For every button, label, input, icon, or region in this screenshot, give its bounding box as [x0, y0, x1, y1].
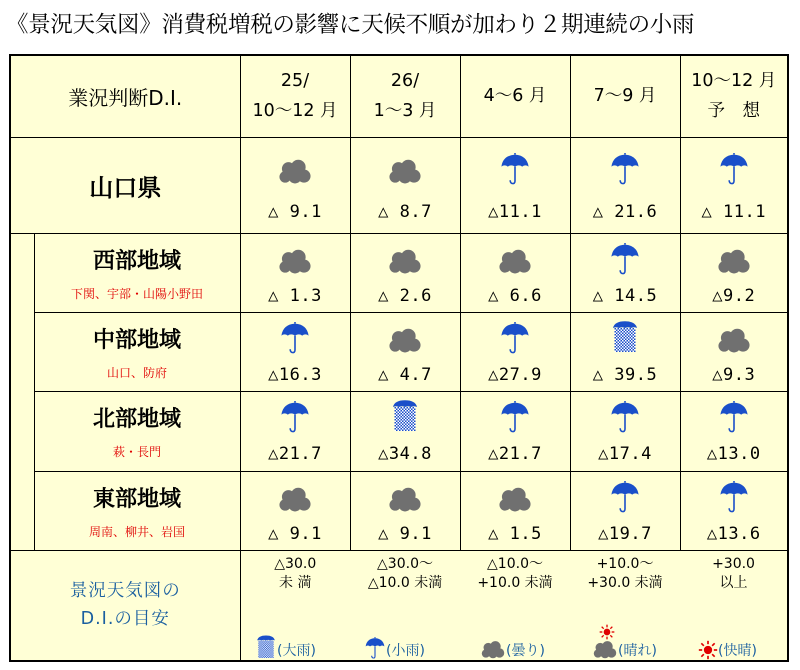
legend-sunny-label: (快晴)	[718, 643, 757, 659]
weather-cell	[350, 471, 460, 550]
di-value: △9.3	[712, 364, 756, 385]
legend-label-line2: D.I.の目安	[80, 609, 170, 630]
period-line2: 4～6 月	[483, 86, 547, 107]
cloud-icon	[387, 158, 423, 186]
weather-icon-box	[351, 240, 460, 276]
di-value: △27.9	[488, 364, 542, 385]
weather-icon-box	[461, 478, 570, 514]
legend-cloudy-label: (曇り)	[506, 643, 545, 659]
weather-cell	[240, 471, 350, 550]
umbrella-icon	[718, 400, 750, 434]
umbrella-icon	[718, 152, 750, 186]
region-cities: 下関、宇部・山陽小野田	[71, 287, 204, 302]
period-header	[570, 55, 680, 137]
legend-range-line2: 未 満	[279, 574, 312, 591]
weather-cell	[570, 137, 680, 233]
period-line2: 1～3 月	[373, 101, 437, 122]
region-row	[10, 234, 788, 312]
di-value: △21.7	[488, 444, 542, 465]
region-cities: 萩・長門	[113, 445, 162, 460]
period-header	[240, 55, 350, 137]
di-value: △21.7	[268, 444, 322, 465]
weather-icon-box	[241, 240, 350, 276]
weather-icon-box	[571, 398, 680, 434]
legend-icons	[240, 620, 785, 660]
weather-icon-box	[241, 150, 350, 186]
legend-light-rain-label: (小雨)	[386, 643, 425, 659]
indent-spacer	[10, 234, 34, 551]
di-value: △ 2.6	[378, 286, 432, 307]
weather-icon-box	[681, 478, 788, 514]
header-label-cell	[10, 55, 240, 137]
legend-label-cell	[10, 550, 240, 661]
weather-icon-box	[351, 478, 460, 514]
di-value: △ 8.7	[378, 201, 432, 222]
weather-icon-box	[461, 240, 570, 276]
weather-icon-box	[351, 150, 460, 186]
weather-icon-box	[351, 319, 460, 355]
weather-icon-box	[241, 478, 350, 514]
weather-cell	[350, 392, 460, 471]
weather-cell	[680, 312, 788, 391]
period-header	[680, 55, 788, 137]
weather-cell	[460, 312, 570, 391]
di-value: △13.6	[706, 523, 761, 544]
di-value: △ 9.1	[268, 523, 322, 544]
di-value: △ 9.1	[268, 201, 322, 222]
weather-cell	[680, 234, 788, 312]
cloud-icon	[716, 327, 752, 355]
region-name-cell	[34, 312, 240, 391]
weather-cell	[570, 312, 680, 391]
umbrella-icon	[499, 152, 531, 186]
page-title: 《景況天気図》消費税増税の影響に天候不順が加わり２期連続の小雨	[6, 12, 695, 38]
weather-cell	[680, 137, 788, 233]
weather-icon-box	[241, 398, 350, 434]
cloud-icon	[277, 158, 313, 186]
sun-cloud-icon	[592, 624, 618, 660]
di-value: △9.2	[712, 286, 756, 307]
weather-icon-box	[461, 319, 570, 355]
umbrella-icon	[718, 480, 750, 514]
region-name-cell	[34, 234, 240, 312]
weather-cell	[460, 234, 570, 312]
period-line2: 10～12 月	[252, 101, 338, 122]
legend-range-line2: △10.0 未満	[367, 574, 443, 591]
region-name: 中部地域	[93, 327, 182, 353]
legend-range-line1: △30.0～	[377, 555, 433, 572]
region-cities: 周南、柳井、岩国	[89, 524, 186, 539]
umbrella-icon	[499, 400, 531, 434]
weather-cell	[240, 234, 350, 312]
region-row	[10, 392, 788, 471]
weather-icon-box	[681, 150, 788, 186]
region-name-cell	[10, 137, 240, 233]
period-header	[350, 55, 460, 137]
umbrella-icon	[609, 480, 641, 514]
di-value: △17.4	[598, 444, 652, 465]
cloud-icon	[480, 640, 506, 660]
heavy-rain-icon	[610, 319, 640, 355]
di-value: △ 1.5	[488, 523, 542, 544]
umbrella-icon	[609, 242, 641, 276]
legend-range-line2: +30.0 未満	[587, 574, 663, 591]
region-name-cell	[34, 392, 240, 471]
legend-range-line1: +10.0～	[596, 555, 654, 572]
region-name: 東部地域	[93, 486, 182, 512]
cloud-icon	[387, 486, 423, 514]
region-name: 西部地域	[93, 249, 182, 275]
period-line1: 26/	[390, 71, 420, 92]
weather-cell	[460, 471, 570, 550]
di-label: 業況判断D.I.	[68, 85, 183, 110]
sun-icon	[698, 640, 718, 660]
umbrella-icon	[609, 400, 641, 434]
region-row	[10, 137, 788, 233]
period-line1: 25/	[280, 71, 310, 92]
cloud-icon	[387, 327, 423, 355]
weather-cell	[570, 471, 680, 550]
legend-heavy-rain-label: (大雨)	[277, 643, 316, 659]
weather-cell	[570, 234, 680, 312]
weather-icon-box	[241, 319, 350, 355]
weather-icon-box	[571, 150, 680, 186]
heavy-rain-icon	[255, 634, 277, 660]
weather-cell	[460, 392, 570, 471]
weather-cell	[240, 137, 350, 233]
period-header	[460, 55, 570, 137]
header-row	[10, 55, 788, 137]
cloud-icon	[277, 486, 313, 514]
legend-cloudy	[480, 620, 545, 660]
di-value: △ 14.5	[592, 286, 658, 307]
legend-range-line1: +30.0	[712, 555, 755, 572]
di-value: △19.7	[598, 523, 652, 544]
weather-cell	[570, 392, 680, 471]
cloud-icon	[387, 248, 423, 276]
region-name: 北部地域	[93, 407, 182, 433]
weather-icon-box	[461, 398, 570, 434]
weather-icon-box	[681, 319, 788, 355]
legend-sunny-cloudy	[592, 620, 657, 660]
cloud-icon	[497, 248, 533, 276]
di-value: △ 21.6	[592, 201, 658, 222]
di-value: △11.1	[488, 201, 542, 222]
legend-sunny	[698, 620, 757, 660]
weather-cell	[240, 392, 350, 471]
legend-range-line2: +10.0 未満	[477, 574, 553, 591]
di-value: △ 6.6	[488, 286, 542, 307]
weather-cell	[350, 234, 460, 312]
di-value: △16.3	[268, 364, 322, 385]
region-row	[10, 312, 788, 391]
heavy-rain-icon	[390, 398, 420, 434]
weather-icon-box	[681, 398, 788, 434]
weather-icon-box	[351, 398, 460, 434]
weather-icon-box	[571, 478, 680, 514]
legend-range-line1: △10.0～	[487, 555, 543, 572]
period-line2: 7～9 月	[593, 86, 657, 107]
umbrella-icon	[499, 321, 531, 355]
legend-range-line2: 以上	[719, 574, 748, 591]
weather-icon-box	[571, 319, 680, 355]
legend-light-rain	[364, 620, 425, 660]
legend-sunny-cloudy-label: (晴れ)	[618, 643, 657, 659]
legend-heavy-rain	[255, 620, 316, 660]
region-cities: 山口、防府	[107, 365, 168, 380]
di-value: △ 11.1	[701, 201, 766, 222]
di-value: △34.8	[378, 444, 432, 465]
region-row	[10, 471, 788, 550]
umbrella-icon	[364, 636, 386, 660]
weather-icon-box	[681, 240, 788, 276]
region-name-cell	[34, 471, 240, 550]
weather-cell	[350, 137, 460, 233]
di-value: △ 4.7	[378, 364, 432, 385]
umbrella-icon	[279, 400, 311, 434]
di-value: △ 39.5	[592, 364, 658, 385]
weather-cell	[680, 471, 788, 550]
weather-icon-box	[571, 240, 680, 276]
legend-label-line1: 景況天気図の	[69, 581, 181, 602]
cloud-icon	[716, 248, 752, 276]
di-value: △ 9.1	[378, 523, 432, 544]
di-value: △13.0	[706, 444, 761, 465]
weather-icon-box	[461, 150, 570, 186]
weather-map-table	[9, 54, 789, 662]
period-line2: 予 想	[707, 101, 761, 122]
weather-cell	[460, 137, 570, 233]
weather-cell	[680, 392, 788, 471]
weather-cell	[350, 312, 460, 391]
period-line1: 10～12 月	[691, 71, 777, 92]
di-value: △ 1.3	[268, 286, 322, 307]
weather-cell	[240, 312, 350, 391]
umbrella-icon	[609, 152, 641, 186]
legend-range-line1: △30.0	[274, 555, 317, 572]
cloud-icon	[277, 248, 313, 276]
cloud-icon	[497, 486, 533, 514]
region-name: 山口県	[89, 174, 162, 203]
umbrella-icon	[279, 321, 311, 355]
